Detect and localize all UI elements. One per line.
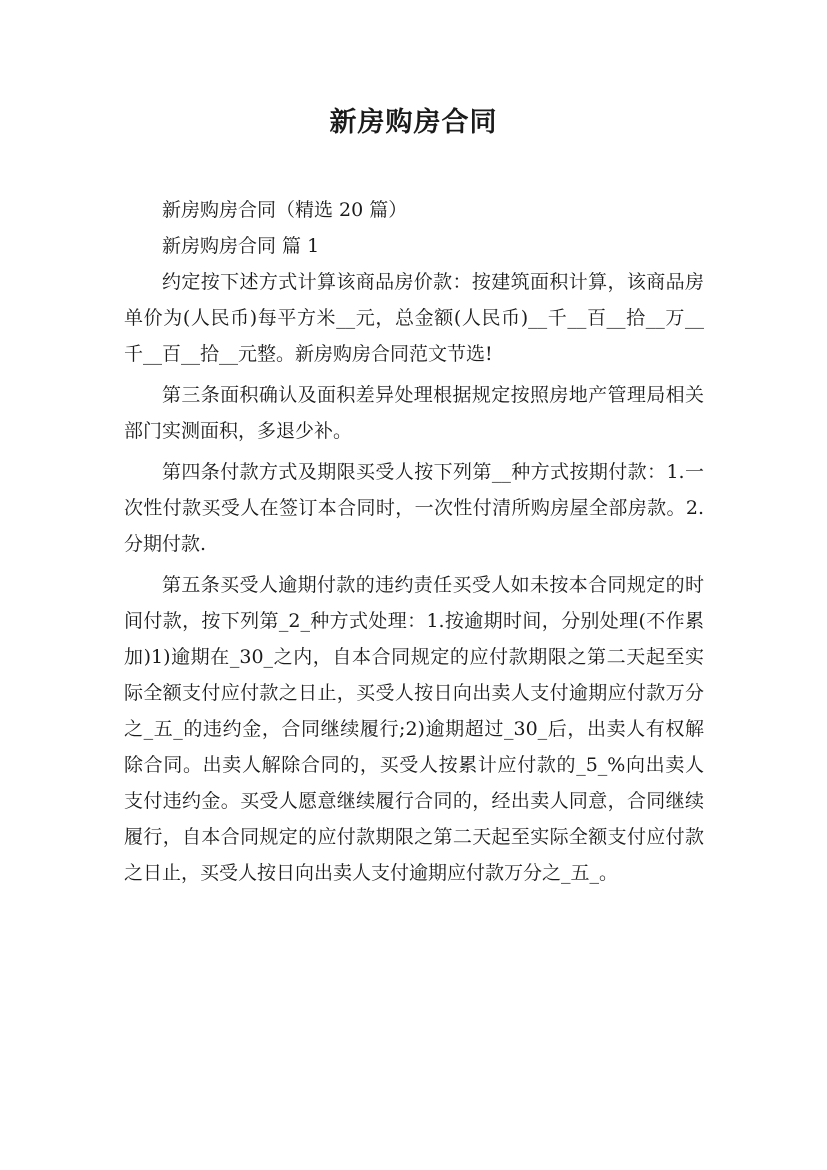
document-title: 新房购房合同: [329, 107, 498, 138]
document-subtitle: 新房购房合同（精选 20 篇）: [162, 199, 408, 221]
section-heading: 新房购房合同 篇 1: [162, 235, 320, 257]
paragraph-area-confirmation: 第三条面积确认及面积差异处理根据规定按照房地产管理局相关部门实测面积，多退少补。: [124, 384, 704, 442]
document-body: [124, 192, 704, 896]
paragraph-price-calculation: 约定按下述方式计算该商品房价款：按建筑面积计算，该商品房单价为(人民币)每平方米__元，总金额(人民币)__千__百__拾__万__千__百__拾__元整。新房购房合同范文节选!: [124, 271, 704, 365]
paragraph-payment-method: 第四条付款方式及期限买受人按下列第__种方式按期付款：1.一次性付款买受人在签订本合同时，一次性付清所购房屋全部房款。2.分期付款.: [124, 461, 704, 555]
paragraph-late-payment-liability: 第五条买受人逾期付款的违约责任买受人如未按本合同规定的时间付款，按下列第_2_种方式处理：1.按逾期时间，分别处理(不作累加)1)逾期在_30_之内，自本合同规定的应付款期限之第二天起至实际全额支付应付款之日止，买受人按日向出卖人支付逾期应付款万分之_五_的违约金，合同继续履行;2)逾期超过_30_后，出卖人有权解除合同。出卖人解除合同的，买受人按累计应付款的_5_%向出卖人支付违约金。买受人愿意继续履行合同的，经出卖人同意，合同继续履行，自本合同规定的应付款期限之第二天起至实际全额支付应付款之日止，买受人按日向出卖人支付逾期应付款万分之_五_。: [124, 574, 704, 884]
